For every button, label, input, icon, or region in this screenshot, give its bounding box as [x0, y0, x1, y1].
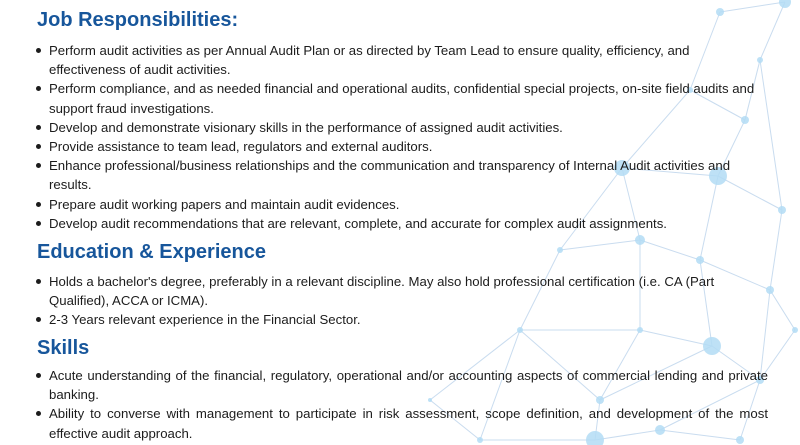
education-item: 2-3 Years relevant experience in the Financial Sector.	[33, 310, 768, 329]
responsibility-item: Develop and demonstrate visionary skills in the performance of assigned audit activities.	[33, 118, 768, 137]
skill-item: Acute understanding of the financial, regulatory, operational and/or accounting aspects of commercial lending and private banking.	[33, 366, 768, 404]
skill-item: Ability to converse with management to participate in risk assessment, scope definition, and development of the most effective audit approach.	[33, 404, 768, 442]
education-experience-list	[33, 272, 768, 330]
education-experience-heading: Education & Experience	[37, 241, 266, 263]
responsibility-item: Provide assistance to team lead, regulators and external auditors.	[33, 137, 768, 156]
responsibility-item: Perform compliance, and as needed financial and operational audits, confidential special projects, on-site field audits and support fraud investigations.	[33, 79, 768, 117]
responsibility-item: Enhance professional/business relationships and the communication and transparency of Internal Audit activities and results.	[33, 156, 768, 194]
skills-heading: Skills	[37, 337, 90, 359]
job-responsibilities-heading: Job Responsibilities:	[37, 9, 239, 31]
responsibility-item: Perform audit activities as per Annual Audit Plan or as directed by Team Lead to ensure quality, efficiency, and effectiveness of audit activities.	[33, 41, 768, 79]
responsibility-item: Develop audit recommendations that are relevant, complete, and accurate for complex audit assignments.	[33, 214, 768, 233]
skills-list	[33, 366, 768, 443]
job-responsibilities-list	[33, 41, 768, 233]
responsibility-item: Prepare audit working papers and maintain audit evidences.	[33, 195, 768, 214]
education-item: Holds a bachelor's degree, preferably in a relevant discipline. May also hold professional certification (i.e. CA (Part Qualified), ACCA or ICMA).	[33, 272, 768, 310]
